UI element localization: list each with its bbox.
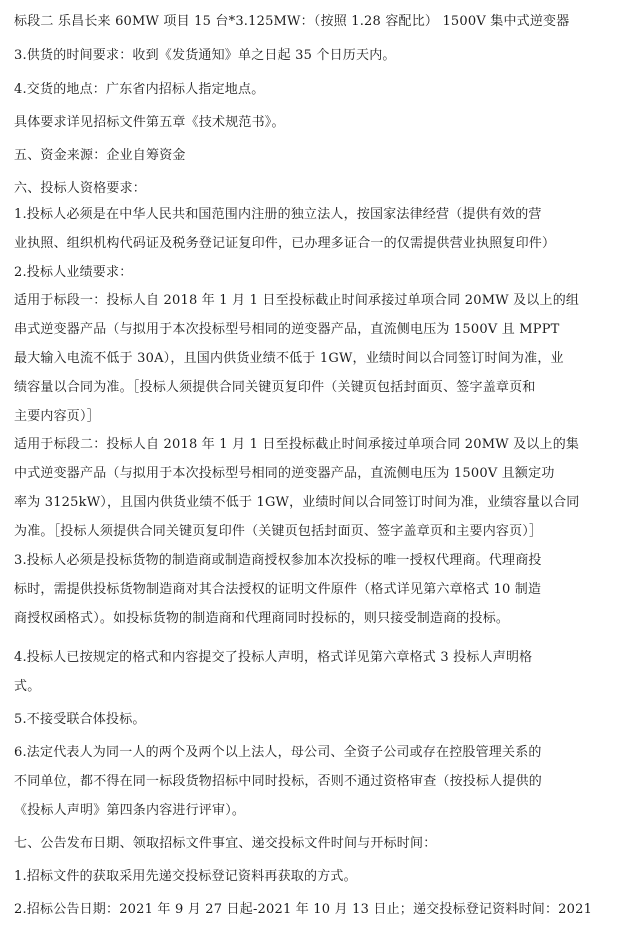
text-line: 1.投标人必须是在中华人民共和国范围内注册的独立法人，按国家法律经营（提供有效的营 [14, 207, 542, 222]
text-line: 具体要求详见招标文件第五章《技术规范书》。 [14, 115, 285, 130]
text-line: 为准。［投标人须提供合同关键页复印件（关键页包括封面页、签字盖章页和主要内容页）］ [14, 524, 543, 539]
text-line: 业执照、组织机构代码证及税务登记证复印件，已办理多证合一的仅需提供营业执照复印件） [14, 236, 556, 251]
text-line: 4.交货的地点：广东省内招标人指定地点。 [14, 82, 265, 97]
text-line: 2.招标公告日期：2021 年 9 月 27 日起-2021 年 10 月 13 日止；递交投标登记资料时间：2021 [14, 902, 593, 917]
text-line: 5.不接受联合体投标。 [14, 712, 146, 727]
text-line: 绩容量以合同为准。［投标人须提供合同关键页复印件（关键页包括封面页、签字盖章页和 [14, 380, 536, 395]
section-heading: 六、投标人资格要求： [14, 181, 147, 196]
text-line: 适用于标段一：投标人自 2018 年 1 月 1 日至投标截止时间承接过单项合同 20MW 及以上的组 [14, 293, 580, 308]
text-line: 最大输入电流不低于 30A），且国内供货业绩不低于 1GW，业绩时间以合同签订时间为准，业 [14, 351, 564, 366]
text-line: 3.投标人必须是投标货物的制造商或制造商授权参加本次投标的唯一授权代理商。代理商投 [14, 553, 542, 568]
text-line: 适用于标段二：投标人自 2018 年 1 月 1 日至投标截止时间承接过单项合同 20MW 及以上的集 [14, 437, 580, 452]
text-line: 2.投标人业绩要求： [14, 265, 133, 280]
text-line: 6.法定代表人为同一人的两个及两个以上法人，母公司、全资子公司或存在控股管理关系的 [14, 745, 542, 760]
text-line: 式。 [14, 679, 41, 694]
text-line: 中式逆变器产品（与拟用于本次投标型号相同的逆变器产品，直流侧电压为 1500V 且额定功 [14, 466, 555, 481]
text-line: 商授权函格式）。如投标货物的制造商和代理商同时投标的，则只接受制造商的投标。 [14, 611, 510, 626]
text-line: 主要内容页）］ [14, 409, 100, 424]
text-line: 标时，需提供投标货物制造商对其合法授权的证明文件原件（格式详见第六章格式 10 制造 [14, 582, 542, 597]
text-line: 标段二 乐昌长来 60MW 项目 15 台*3.125MW：（按照 1.28 容配比） 1500V 集中式逆变器 [14, 14, 570, 29]
text-line: 串式逆变器产品（与拟用于本次投标型号相同的逆变器产品，直流侧电压为 1500V 且 MPPT [14, 322, 560, 337]
text-line: 《投标人声明》第四条内容进行评审）。 [14, 803, 246, 818]
section-heading: 七、公告发布日期、领取招标文件事宜、递交投标文件时间与开标时间： [14, 836, 437, 851]
text-line: 3.供货的时间要求：收到《发货通知》单之日起 35 个日历天内。 [14, 48, 396, 63]
text-line: 4.投标人已按规定的格式和内容提交了投标人声明，格式详见第六章格式 3 投标人声明格 [14, 650, 533, 665]
text-line: 率为 3125kW），且国内供货业绩不低于 1GW，业绩时间以合同签订时间为准，业绩容量以合同 [14, 495, 580, 510]
text-line: 1.招标文件的获取采用先递交投标登记资料再获取的方式。 [14, 869, 357, 884]
section-heading: 五、资金来源：企业自筹资金 [14, 148, 186, 163]
text-line: 不同单位，都不得在同一标段货物招标中同时投标，否则不通过资格审查（按投标人提供的 [14, 774, 543, 789]
